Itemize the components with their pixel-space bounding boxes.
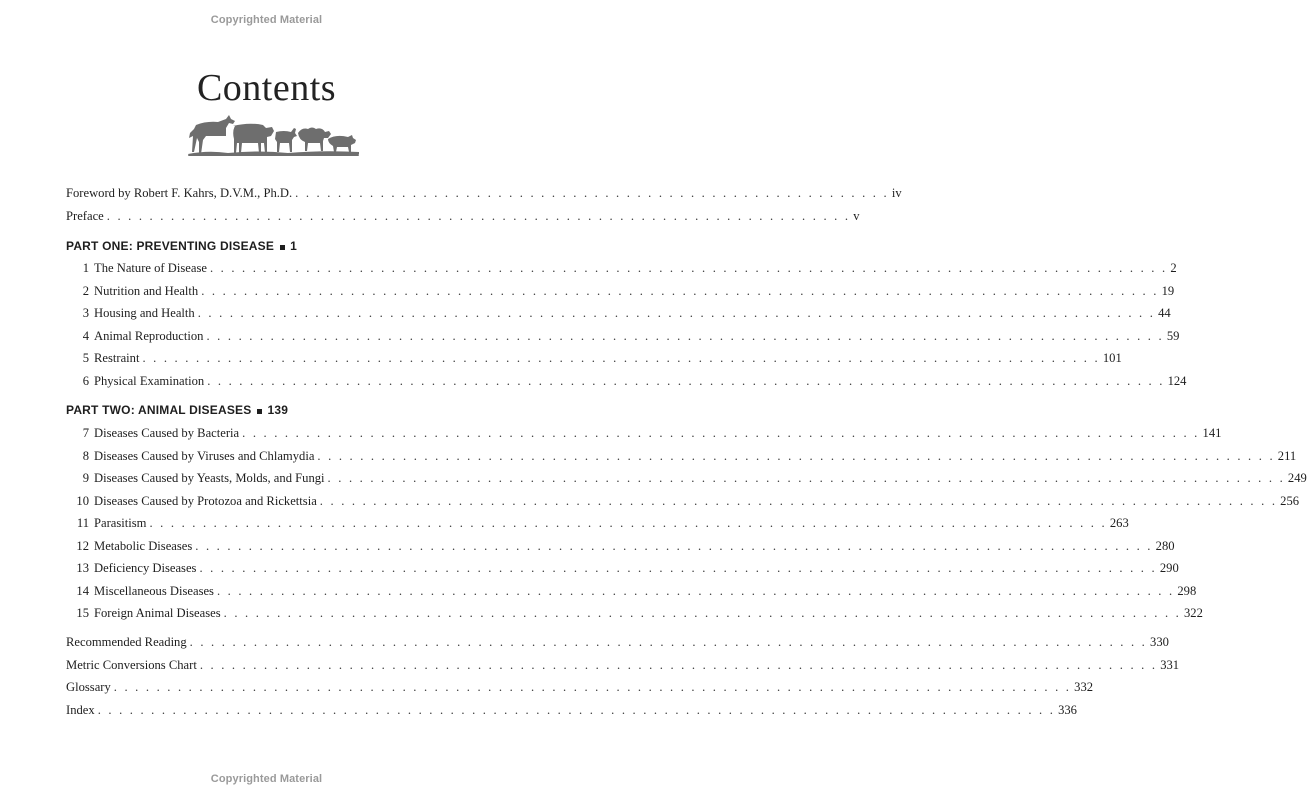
dot-leader: . . . . . . . . . . . . . . . . . . . . . . . . . . . . . . . . . . . . . . . . . . . . . . . . . . . . . . . . . . . . . . . . . . . . . . . . . . . . . . . . . . . . . . . . . . xyxy=(209,261,1168,275)
dot-leader: . . . . . . . . . . . . . . . . . . . . . . . . . . . . . . . . . . . . . . . . . . . . . . . . . . . . . . . . . . . . . . . . . . . . . . . . . . . . . . . . . . . . . . . . . . xyxy=(142,351,1100,365)
toc-entry-page: v xyxy=(853,208,860,223)
part-one-section xyxy=(66,239,476,261)
toc-entry-page: 331 xyxy=(1160,657,1180,672)
chapter-number: 5 xyxy=(82,351,89,365)
part-heading-page: 1 xyxy=(290,239,297,253)
chapter-title: Housing and Health xyxy=(94,306,195,320)
dot-leader: . . . . . . . . . . . . . . . . . . . . . . . . . . . . . . . . . . . . . . . . . . . . . . . . . . . . . . . . . . . . . . . . . . . . . . xyxy=(106,208,851,223)
dot-leader: . . . . . . . . . . . . . . . . . . . . . . . . . . . . . . . . . . . . . . . . . . . . . . . . . . . . . . . . . . . . . . . . . . . . . . . . . . . . . . . . . . . . . . . . . . xyxy=(199,657,1158,672)
farm-animals-silhouette-icon xyxy=(186,112,361,158)
chapter-page: 263 xyxy=(1109,516,1129,530)
chapter-entry[interactable] xyxy=(66,561,1179,584)
chapter-page: 19 xyxy=(1161,283,1175,298)
toc-entry-page: iv xyxy=(891,186,902,200)
dot-leader: . . . . . . . . . . . . . . . . . . . . . . . . . . . . . . . . . . . . . . . . . . . . . . . . . . . . . . . . . . . . . . . . . . . . . . . . . . . . . . . . . . . . . . . . . . xyxy=(206,328,1164,343)
chapter-number: 13 xyxy=(76,561,89,575)
dot-leader: . . . . . . . . . . . . . . . . . . . . . . . . . . . . . . . . . . . . . . . . . . . . . . . . . . . . . . . . . . . . . . . . . . . . . . . . . . . . . . . . . . . . . . . . . . xyxy=(201,283,1159,298)
dot-leader: . . . . . . . . . . . . . . . . . . . . . . . . . . . . . . . . . . . . . . . . . . . . . . . . . . . . . . . . . . . . . . . . . . . . . . . . . . . . . . . . . . . . . . . . . . xyxy=(242,426,1200,440)
toc-entry-page: 330 xyxy=(1150,635,1169,649)
part-one-chapters xyxy=(66,261,1187,396)
chapter-title: The Nature of Disease xyxy=(94,261,207,275)
watermark-top: Copyrighted Material xyxy=(210,14,323,26)
chapter-title: Metabolic Diseases xyxy=(94,538,193,553)
chapter-title: Restraint xyxy=(94,351,140,365)
toc-entry-page: 336 xyxy=(1058,702,1077,717)
chapter-title: Diseases Caused by Yeasts, Molds, and Fungi xyxy=(94,471,325,485)
dot-leader: . . . . . . . . . . . . . . . . . . . . . . . . . . . . . . . . . . . . . . . . . . . . . . . . . . . . . . . . . . . . . . . . . . . . . . . . . . . . . . . . . . . . . . . . . . xyxy=(149,516,1107,530)
toc-entry-label: Metric Conversions Chart xyxy=(66,657,197,672)
dot-leader: . . . . . . . . . . . . . . . . . . . . . . . . . . . . . . . . . . . . . . . . . . . . . . . . . . . . . . . . . . . . . . . . . . . . . . . . . . . . . . . . . . . . . . . . . . xyxy=(195,538,1153,553)
toc-entry[interactable] xyxy=(66,635,1169,658)
chapter-number: 10 xyxy=(76,493,89,508)
toc-entry-label: Foreword by Robert F. Kahrs, D.V.M., Ph.D. xyxy=(66,186,293,200)
toc-entry-label: Glossary xyxy=(66,680,111,694)
chapter-page: 322 xyxy=(1184,606,1203,620)
chapter-page: 141 xyxy=(1202,426,1222,440)
chapter-entry[interactable] xyxy=(66,373,1187,397)
toc-entry[interactable] xyxy=(66,680,1094,703)
chapter-page: 249 xyxy=(1287,471,1307,485)
dot-leader: . . . . . . . . . . . . . . . . . . . . . . . . . . . . . . . . . . . . . . . . . . . . . . . . . . . . . . . . . . . . . . . . . . . . . . . . . . . . . . . . . . . . . . . . . . xyxy=(319,493,1278,508)
chapter-number: 3 xyxy=(82,306,89,320)
page-title: Contents xyxy=(196,67,337,109)
chapter-title: Deficiency Diseases xyxy=(94,561,197,575)
chapter-title: Physical Examination xyxy=(94,373,205,388)
chapter-entry[interactable] xyxy=(66,606,1203,629)
part-heading[interactable] xyxy=(66,239,476,261)
square-bullet-icon xyxy=(280,245,285,250)
chapter-number: 15 xyxy=(76,606,89,620)
chapter-page: 211 xyxy=(1277,448,1297,463)
toc-entry[interactable] xyxy=(66,208,860,232)
chapter-number: 8 xyxy=(82,448,89,463)
dot-leader: . . . . . . . . . . . . . . . . . . . . . . . . . . . . . . . . . . . . . . . . . . . . . . . . . . . . . . . . . . . . . . . . . . . . . . . . . . . . . . . . . . . . . . . . . . xyxy=(216,583,1175,598)
chapter-entry[interactable] xyxy=(66,516,1129,539)
part-heading-page: 139 xyxy=(267,403,289,417)
chapter-number: 2 xyxy=(82,283,89,298)
chapter-page: 44 xyxy=(1158,306,1171,320)
part-two-section xyxy=(66,403,476,425)
chapter-entry[interactable] xyxy=(66,448,1297,472)
chapter-entry[interactable] xyxy=(66,538,1175,562)
chapter-entry[interactable] xyxy=(66,493,1300,517)
chapter-number: 1 xyxy=(82,261,89,275)
chapter-entry[interactable] xyxy=(66,283,1175,307)
chapter-entry[interactable] xyxy=(66,328,1180,352)
chapter-page: 101 xyxy=(1102,351,1122,365)
dot-leader: . . . . . . . . . . . . . . . . . . . . . . . . . . . . . . . . . . . . . . . . . . . . . . . . . . . . . . . . . . . . . . . . . . . . . . . . . . . . . . . . . . . . . . . . . . xyxy=(197,306,1156,320)
square-bullet-icon xyxy=(257,409,262,414)
chapter-entry[interactable] xyxy=(66,306,1171,329)
chapter-number: 9 xyxy=(82,471,89,485)
chapter-title: Nutrition and Health xyxy=(94,283,199,298)
toc-entry-label: Recommended Reading xyxy=(66,635,187,649)
dot-leader: . . . . . . . . . . . . . . . . . . . . . . . . . . . . . . . . . . . . . . . . . . . . . . . . . . . . . . . . . . . . . . . . . . . . . . . . . . . . . . . . . . . . . . . . . . xyxy=(97,702,1056,717)
toc-entry-label: Index xyxy=(66,702,95,717)
chapter-page: 2 xyxy=(1170,261,1177,275)
chapter-page: 280 xyxy=(1155,538,1175,553)
dot-leader: . . . . . . . . . . . . . . . . . . . . . . . . . . . . . . . . . . . . . . . . . . . . . . . . . . . . . . . . . . . . . . . . . . . . . . . . . . . . . . . . . . . . . . . . . . xyxy=(207,373,1165,388)
chapter-title: Foreign Animal Diseases xyxy=(94,606,221,620)
chapter-title: Animal Reproduction xyxy=(94,328,204,343)
chapter-title: Miscellaneous Diseases xyxy=(94,583,214,598)
front-matter xyxy=(66,186,902,231)
chapter-page: 290 xyxy=(1159,561,1179,575)
toc-entry[interactable] xyxy=(66,186,902,209)
chapter-page: 256 xyxy=(1280,493,1300,508)
chapter-title: Parasitism xyxy=(94,516,147,530)
chapter-title: Diseases Caused by Viruses and Chlamydia xyxy=(94,448,315,463)
part-two-chapters xyxy=(66,426,1307,629)
toc-entry[interactable] xyxy=(66,702,1077,726)
dot-leader: . . . . . . . . . . . . . . . . . . . . . . . . . . . . . . . . . . . . . . . . . . . . . . . . . . . . . . . . . . . . . . . . . . . . . . . . . . . . . . . . . . . . . . . . . . xyxy=(223,606,1181,620)
dot-leader: . . . . . . . . . . . . . . . . . . . . . . . . . . . . . . . . . . . . . . . . . . . . . . . . . . . . . . . . . . . . . . . . . . . . . . . . . . . . . . . . . . . . . . . . . . xyxy=(189,635,1148,649)
dot-leader: . . . . . . . . . . . . . . . . . . . . . . . . . . . . . . . . . . . . . . . . . . . . . . . . . . . . . . . . . . . . . . . . . . . . . . . . . . . . . . . . . . . . . . . . . . xyxy=(317,448,1275,463)
chapter-number: 4 xyxy=(82,328,89,343)
chapter-title: Diseases Caused by Bacteria xyxy=(94,426,240,440)
chapter-number: 14 xyxy=(76,583,89,598)
dot-leader: . . . . . . . . . . . . . . . . . . . . . . . . . . . . . . . . . . . . . . . . . . . . . . . . . . . . . . . . xyxy=(295,186,889,200)
watermark-bottom: Copyrighted Material xyxy=(210,773,323,785)
dot-leader: . . . . . . . . . . . . . . . . . . . . . . . . . . . . . . . . . . . . . . . . . . . . . . . . . . . . . . . . . . . . . . . . . . . . . . . . . . . . . . . . . . . . . . . . . . xyxy=(327,471,1285,485)
dot-leader: . . . . . . . . . . . . . . . . . . . . . . . . . . . . . . . . . . . . . . . . . . . . . . . . . . . . . . . . . . . . . . . . . . . . . . . . . . . . . . . . . . . . . . . . . . xyxy=(113,680,1072,694)
toc-entry-page: 332 xyxy=(1074,680,1094,694)
chapter-page: 298 xyxy=(1177,583,1197,598)
chapter-page: 59 xyxy=(1166,328,1180,343)
back-matter xyxy=(66,635,1180,725)
chapter-title: Diseases Caused by Protozoa and Rickettsia xyxy=(94,493,317,508)
chapter-number: 7 xyxy=(82,426,89,440)
part-heading[interactable] xyxy=(66,403,476,425)
chapter-entry[interactable] xyxy=(66,426,1222,449)
chapter-number: 12 xyxy=(76,538,89,553)
chapter-entry[interactable] xyxy=(66,583,1197,607)
chapter-number: 11 xyxy=(76,516,89,530)
part-heading-label: PART TWO: ANIMAL DISEASES xyxy=(66,403,252,417)
toc-entry[interactable] xyxy=(66,657,1180,681)
dot-leader: . . . . . . . . . . . . . . . . . . . . . . . . . . . . . . . . . . . . . . . . . . . . . . . . . . . . . . . . . . . . . . . . . . . . . . . . . . . . . . . . . . . . . . . . . . xyxy=(199,561,1157,575)
toc-entry-label: Preface xyxy=(66,208,104,223)
chapter-entry[interactable] xyxy=(66,261,1177,284)
chapter-entry[interactable] xyxy=(66,351,1122,374)
chapter-entry[interactable] xyxy=(66,471,1307,494)
chapter-page: 124 xyxy=(1167,373,1187,388)
chapter-number: 6 xyxy=(82,373,89,388)
part-heading-label: PART ONE: PREVENTING DISEASE xyxy=(66,239,275,253)
